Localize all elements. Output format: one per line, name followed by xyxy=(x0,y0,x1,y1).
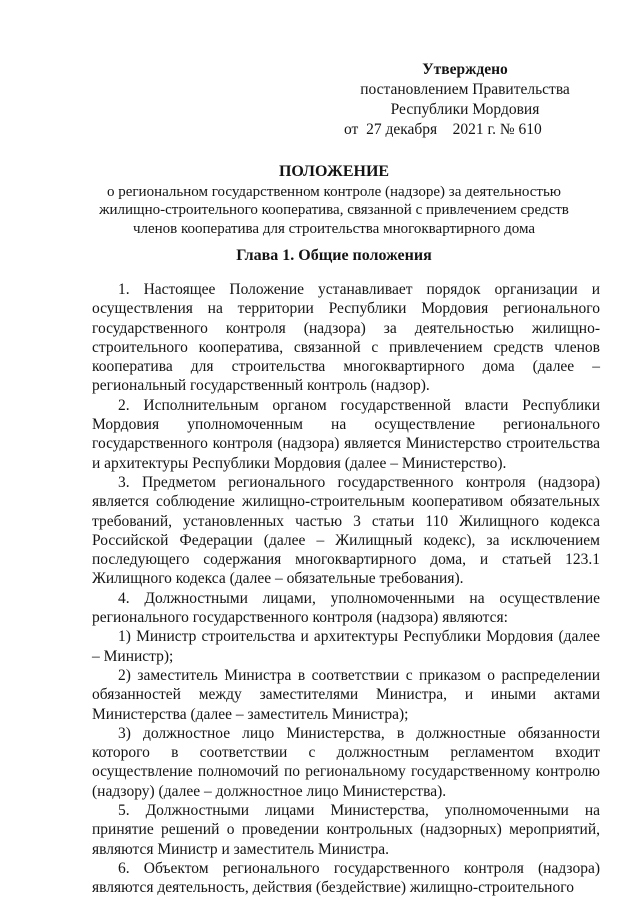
document-subtitle: о региональном государственном контроле (надзоре) за деятельностью жилищно-строительного кооператива, связанной с привлечением средств членов кооператива для строительства многоквартирного дома xyxy=(99,183,569,237)
paragraph: 2. Исполнительным органом государственной власти Республики Мордовия уполномоченным на осуществление регионального государственного контроля (надзора) является Министерство строительства и архитектуры Республики Мордовия (далее – Министерство). xyxy=(92,396,600,472)
approval-line-2: Республики Мордовия xyxy=(390,101,540,118)
document-title-block xyxy=(78,163,590,238)
paragraph: 2) заместитель Министра в соответствии с приказом о распределении обязанностей между заместителями Министра, и иными актами Министерства (далее – заместитель Министра); xyxy=(92,666,600,723)
approval-stamp xyxy=(330,60,600,140)
chapter-heading: Глава 1. Общие положения xyxy=(236,247,432,264)
paragraph: 1. Настоящее Положение устанавливает порядок организации и осуществления на территории Республики Мордовия регионального государственного контроля (надзора) за деятельностью жилищно-строительного кооператива, связанной с привлечением средств членов кооператива для строительства многоквартирного дома (далее – региональный государственный контроль (надзор). xyxy=(92,281,600,395)
paragraph: 5. Должностными лицами Министерства, уполномоченными на принятие решений о проведении контрольных (надзорных) мероприятий, являются Министр и заместитель Министра. xyxy=(92,802,600,858)
paragraph: 3. Предметом регионального государственного контроля (надзора) является соблюдение жилищно-строительным кооперативом обязательных требований, установленных частью 3 статьи 110 Жилищного кодекса Российской Федерации (далее – Жилищный кодекс), за исключением последующего содержания многоквартирного дома, и статьей 123.1 Жилищного кодекса (далее – обязательные требования). xyxy=(92,473,600,588)
document-body xyxy=(92,280,600,898)
paragraph: 4. Должностными лицами, уполномоченными на осуществление регионального государственного контроля (надзора) являются: xyxy=(92,589,600,627)
paragraph: 6. Объектом регионального государственного контроля (надзора) являются деятельность, действия (бездействие) жилищно-строительного xyxy=(92,859,600,897)
document-title: ПОЛОЖЕНИЕ xyxy=(278,163,390,180)
approval-line-1: постановлением Правительства xyxy=(360,81,570,98)
paragraph: 1) Министр строительства и архитектуры Республики Мордовия (далее – Министр); xyxy=(92,628,600,665)
approval-date-line: от 27 декабря 2021 г. № 610 xyxy=(344,121,542,138)
paragraph: 3) должностное лицо Министерства, в должностные обязанности которого в соответствии с должностным регламентом входит осуществление полномочий по региональному государственному контролю (надзору) (далее – должностное лицо Министерства). xyxy=(92,724,600,800)
approval-heading: Утверждено xyxy=(422,61,508,78)
